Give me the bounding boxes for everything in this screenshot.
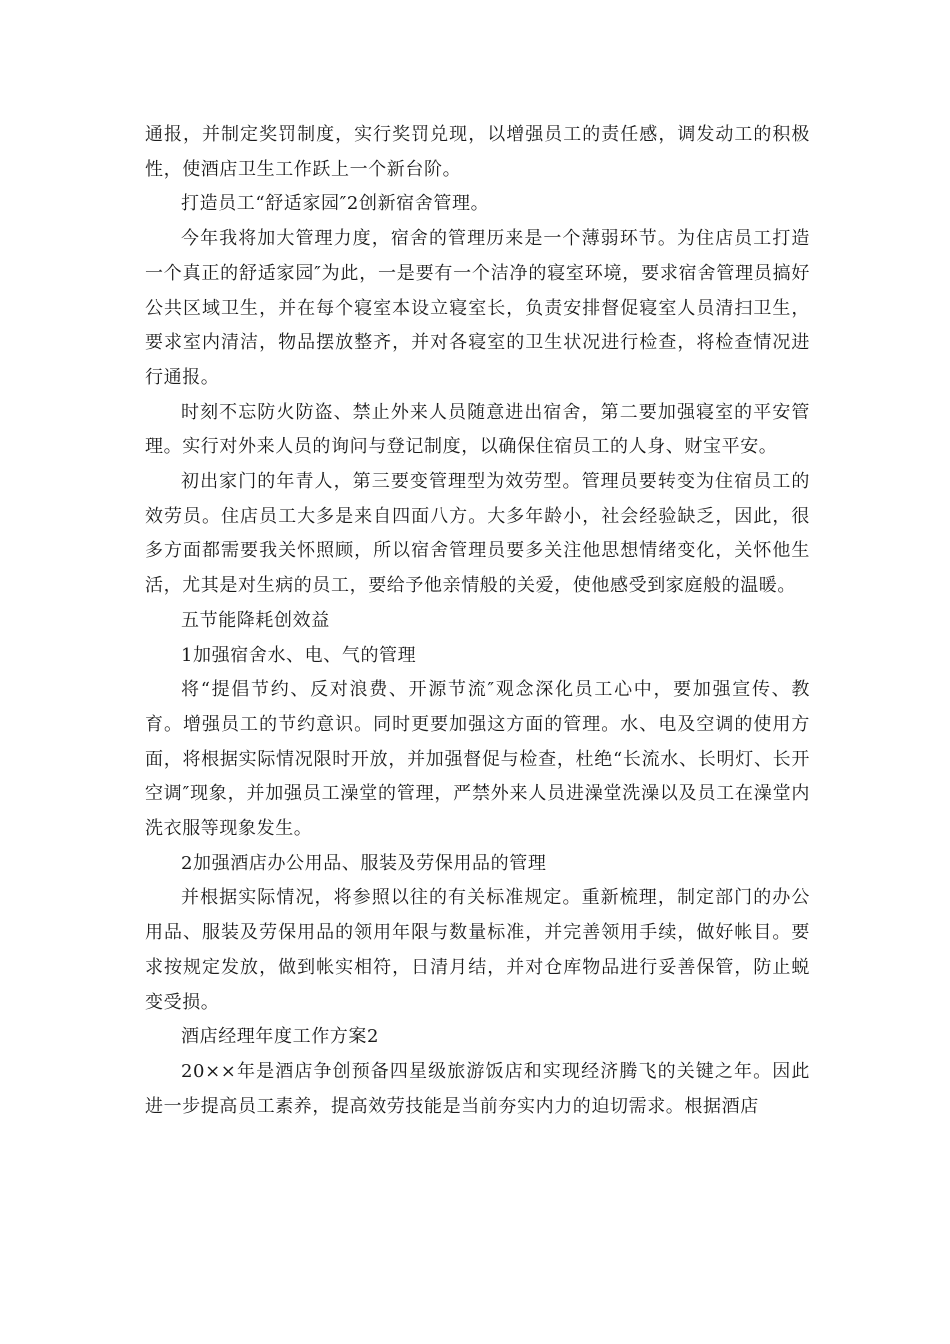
paragraph-10: 并根据实际情况，将参照以往的有关标准规定。重新梳理，制定部门的办公用品、服装及劳保用品的领用年限与数量标准，并完善领用手续，做好帐目。要求按规定发放，做到帐实相符，日清月结，并对仓库物品进行妥善保管，防止蜕变受损。 bbox=[145, 887, 810, 1013]
paragraph-5: 初出家门的年青人，第三要变管理型为效劳型。管理员要转变为住宿员工的效劳员。住店员工大多是来自四面八方。大多年龄小，社会经验缺乏，因此，很多方面都需要我关怀照顾，所以宿舍管理员要多关注他思想情绪变化，关怀他生活，尤其是对生病的员工，要给予他亲情般的关爱，使他感受到家庭般的温暖。 bbox=[145, 471, 810, 597]
paragraph-4: 时刻不忘防火防盗、禁止外来人员随意进出宿舍，第二要加强寝室的平安管理。实行对外来人员的询问与登记制度，以确保住宿员工的人身、财宝平安。 bbox=[145, 401, 810, 458]
document-title-plan-2: 酒店经理年度工作方案2 bbox=[181, 1026, 380, 1048]
section-heading-energy-saving: 五节能降耗创效益 bbox=[181, 609, 330, 631]
paragraph-3: 今年我将加大管理力度，宿舍的管理历来是一个薄弱环节。为住店员工打造一个真正的舒适家园″为此，一是要有一个洁净的寝室环境，要求宿舍管理员搞好公共区域卫生，并在每个寝室本设立寝室长，负责安排督促寝室人员清扫卫生，要求室内清洁，物品摆放整齐，并对各寝室的卫生状况进行检查，将检查情况进行通报。 bbox=[145, 228, 810, 388]
paragraph-12: 20××年是酒店争创预备四星级旅游饭店和实现经济腾飞的关键之年。因此进一步提高员工素养，提高效劳技能是当前夯实内力的迫切需求。根据酒店 bbox=[145, 1060, 810, 1117]
document-body bbox=[145, 118, 810, 1124]
paragraph-8: 将“提倡节约、反对浪费、开源节流″观念深化员工心中，要加强宣传、教育。增强员工的节约意识。同时更要加强这方面的管理。水、电及空调的使用方面，将根据实际情况限时开放，并加强督促与检查，杜绝“长流水、长明灯、长开空调″现象，并加强员工澡堂的管理，严禁外来人员进澡堂洗澡以及员工在澡堂内洗衣服等现象发生。 bbox=[145, 679, 810, 840]
subheading-dorm-utilities: 1加强宿舍水、电、气的管理 bbox=[181, 644, 417, 666]
paragraph-1: 通报，并制定奖罚制度，实行奖罚兑现，以增强员工的责任感，调发动工的积极性，使酒店卫生工作跃上一个新台阶。 bbox=[145, 124, 810, 180]
paragraph-2: 打造员工“舒适家园″2创新宿舍管理。 bbox=[181, 193, 490, 215]
subheading-office-supplies: 2加强酒店办公用品、服装及劳保用品的管理 bbox=[181, 852, 547, 874]
